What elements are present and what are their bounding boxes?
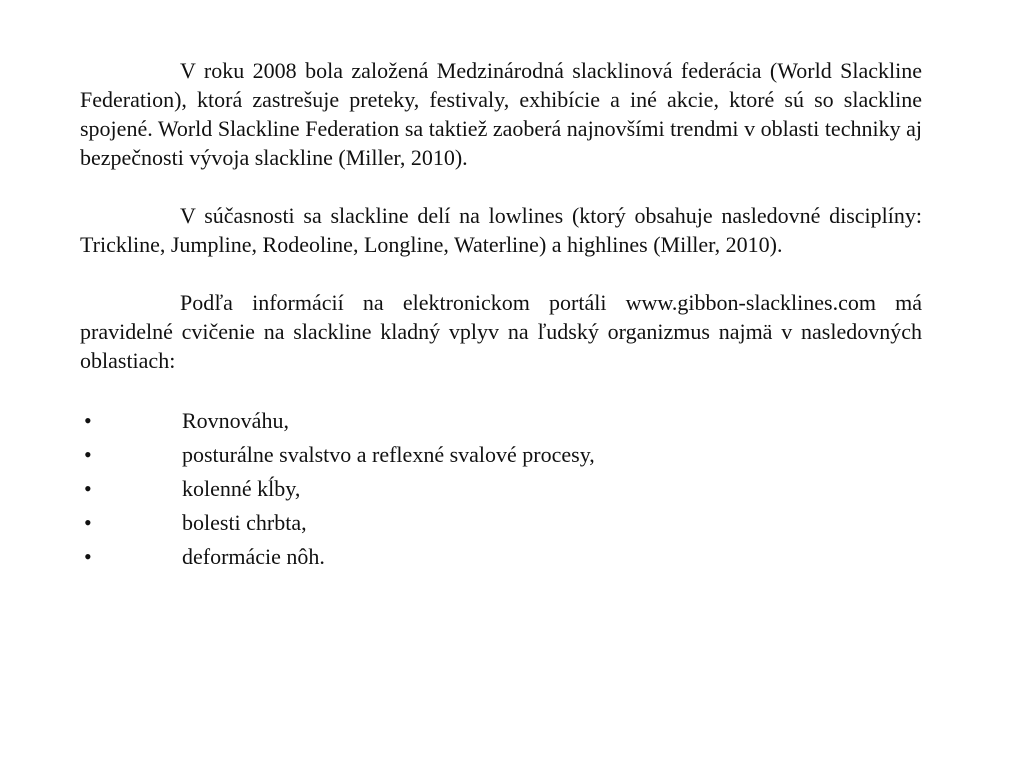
- list-item: [80, 404, 922, 438]
- bullet-icon: •: [84, 408, 92, 433]
- list-item-text: Rovnováhu,: [182, 408, 289, 433]
- benefits-list: [80, 404, 922, 574]
- bullet-icon: •: [84, 476, 92, 501]
- list-item: [80, 438, 922, 472]
- paragraph-benefits-intro: Podľa informácií na elektronickom portáli www.gibbon-slacklines.com má pravidelné cvičenie na slackline kladný vplyv na ľudský organizmus najmä v nasledovných oblastiach:: [80, 290, 922, 373]
- bullet-icon: •: [84, 442, 92, 467]
- bullet-icon: •: [84, 510, 92, 535]
- paragraph-slackline-types: V súčasnosti sa slackline delí na lowlines (ktorý obsahuje nasledovné disciplíny: Trickline, Jumpline, Rodeoline, Longline, Waterline) a highlines (Miller, 2010).: [80, 203, 922, 257]
- list-item-text: deformácie nôh.: [182, 544, 325, 569]
- list-item: [80, 506, 922, 540]
- list-item-text: kolenné kĺby,: [182, 476, 301, 501]
- list-item: [80, 540, 922, 574]
- bullet-icon: •: [84, 544, 92, 569]
- list-item: [80, 472, 922, 506]
- paragraph-wsf-founding: V roku 2008 bola založená Medzinárodná slacklinová federácia (World Slackline Federation), ktorá zastrešuje preteky, festivaly, exhibície a iné akcie, ktoré sú so slackline spojené. World Slackline Federation sa taktiež zaoberá najnovšími trendmi v oblasti techniky aj bezpečnosti vývoja slackline (Miller, 2010).: [80, 58, 922, 170]
- list-item-text: bolesti chrbta,: [182, 510, 307, 535]
- slide-content: [80, 56, 922, 574]
- list-item-text: posturálne svalstvo a reflexné svalové procesy,: [182, 442, 595, 467]
